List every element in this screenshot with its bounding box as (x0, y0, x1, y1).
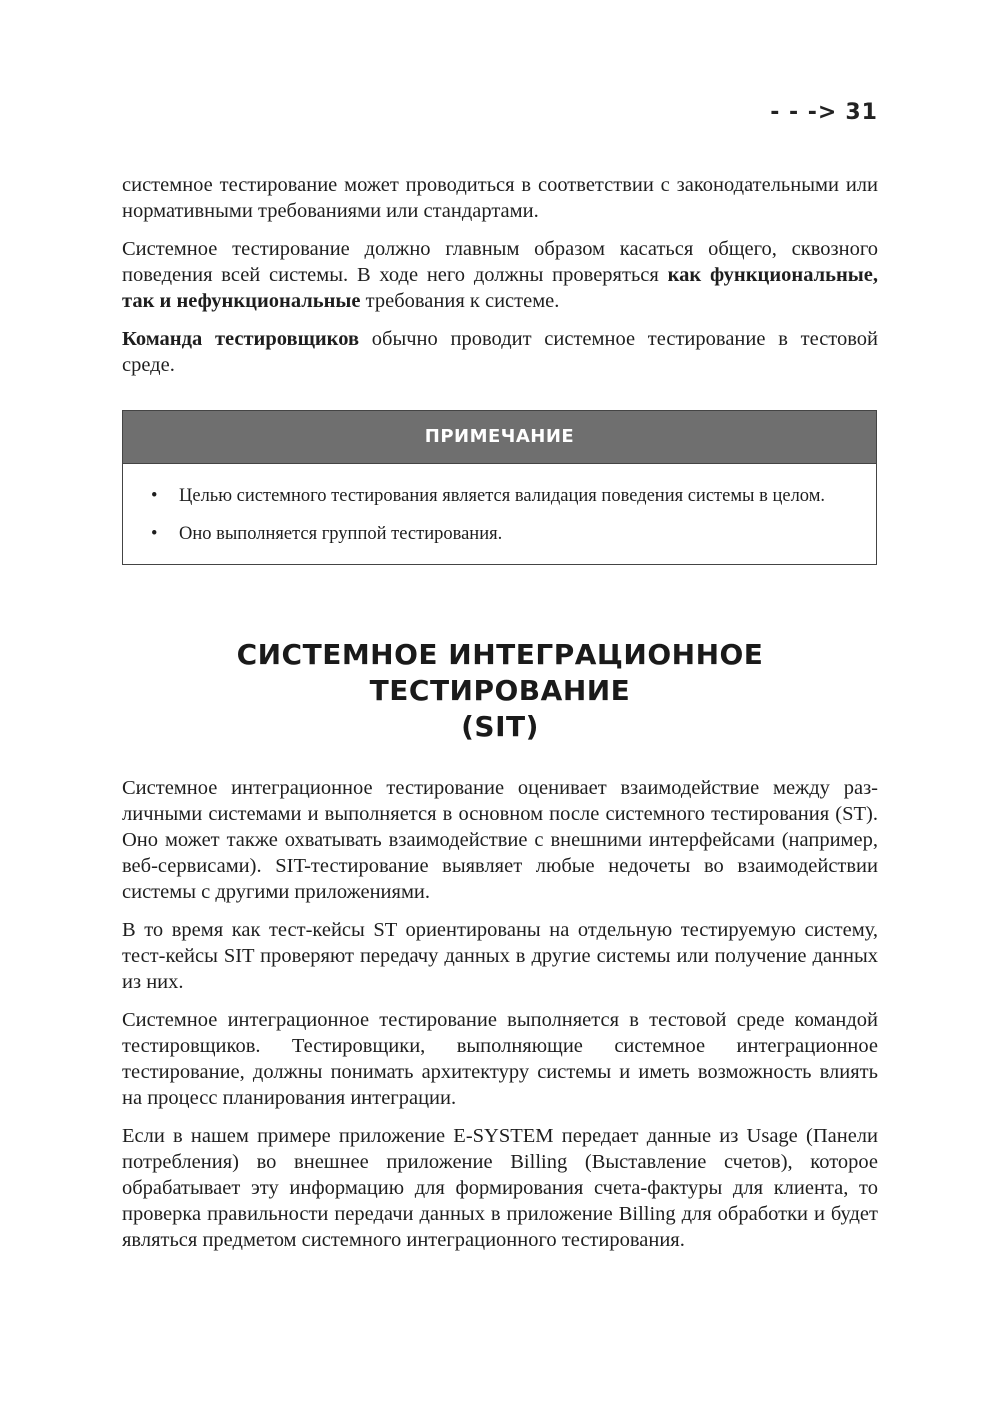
bullet-icon: • (151, 486, 158, 506)
section-title-line: СИСТЕМНОЕ ИНТЕГРАЦИОННОЕ ТЕСТИРОВАНИЕ (236, 638, 764, 707)
paragraph (122, 326, 878, 378)
note-list-item (143, 484, 856, 508)
page-content (122, 172, 878, 1265)
paragraph-text: требования к системе. (360, 290, 560, 312)
paragraph-bold-text: как функциональные, так и нефункциональные (122, 264, 879, 312)
note-title: ПРИМЕЧАНИЕ (123, 411, 876, 464)
paragraph: Системное интеграционное тестирование оценивает взаимодействие между различными системами и выполняется в основном после системного тестирования (ST). Оно может также охватывать взаимодействие с внешними интерфейсами (например, веб-сервисами). SIT-тестирование выявляет любые недочеты во взаимодействии системы с другими приложениями. (122, 777, 878, 903)
bullet-icon: • (151, 524, 158, 544)
page-arrow: - - -> (770, 100, 838, 125)
section-title-line: (SIT) (461, 710, 539, 743)
paragraph-text: Системное тестирование должно главным образом касаться общего, сквозного поведения всей системы. В ходе него должны проверяться (122, 238, 878, 286)
page-header (770, 100, 878, 125)
note-item-text: Оно выполняется группой тестирования. (179, 524, 503, 544)
page-number: 31 (845, 100, 878, 125)
note-list (123, 464, 876, 564)
paragraph-bold-text: Команда тестировщиков (122, 328, 360, 350)
paragraph: Если в нашем примере приложение E-SYSTEM передает данные из Usage (Панели потребления) во внешнее приложение Billing (Выставление счетов), которое обрабатывает эту информацию для формирования счета-фактуры для клиента, то проверка правильности передачи данных в приложение Billing для обработки и будет являться предметом системного интеграционного тестирования. (122, 1125, 878, 1251)
note-list-item (143, 522, 856, 546)
note-item-text: Целью системного тестирования является валидация поведения системы в целом. (179, 486, 826, 506)
paragraph: Системное интеграционное тестирование выполняется в тестовой среде командой тестировщиков. Тестировщики, выполняющие системное интеграционное тестирование, должны понимать архитектуру системы и иметь возможность влиять на процесс планирования интеграции. (122, 1009, 878, 1109)
paragraph: В то время как тест-кейсы ST ориентированы на отдельную тестируемую систему, тест-кейсы SIT проверяют передачу данных в другие системы или получение данных из них. (122, 919, 878, 993)
paragraph: системное тестирование может проводиться в соответствии с законодательными или нормативными требованиями или стандартами. (122, 174, 878, 222)
section-title (122, 637, 878, 745)
paragraph (122, 236, 878, 314)
paragraph-text: обычно проводит системное тестирование в тестовой среде. (122, 328, 878, 376)
note-box (122, 410, 877, 565)
